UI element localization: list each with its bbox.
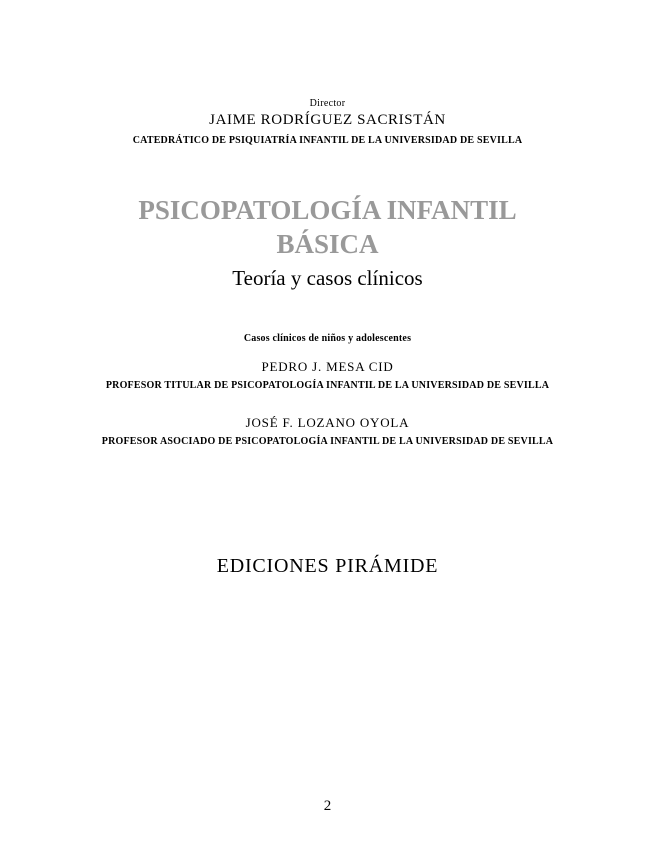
- director-role: CATEDRÁTICO DE PSIQUIATRÍA INFANTIL DE LA UNIVERSIDAD DE SEVILLA: [132, 135, 523, 146]
- book-title: [0, 193, 655, 261]
- author-role-2: PROFESOR ASOCIADO DE PSICOPATOLOGÍA INFANTIL DE LA UNIVERSIDAD DE SEVILLA: [101, 436, 554, 447]
- director-name: JAIME RODRÍGUEZ SACRISTÁN: [209, 112, 446, 128]
- cases-label: Casos clínicos de niños y adolescentes: [243, 333, 412, 344]
- author-role-1: PROFESOR TITULAR DE PSICOPATOLOGÍA INFANTIL DE LA UNIVERSIDAD DE SEVILLA: [105, 380, 550, 391]
- publisher-name: EDICIONES PIRÁMIDE: [216, 555, 439, 577]
- book-title-line-1: PSICOPATOLOGÍA INFANTIL: [138, 195, 517, 225]
- author-name-2: JOSÉ F. LOZANO OYOLA: [245, 415, 410, 430]
- book-subtitle: Teoría y casos clínicos: [232, 266, 423, 290]
- director-label: Director: [309, 98, 346, 109]
- author-name-1: PEDRO J. MESA CID: [261, 359, 394, 374]
- page-number: 2: [323, 798, 332, 814]
- book-title-line-2: BÁSICA: [276, 229, 379, 259]
